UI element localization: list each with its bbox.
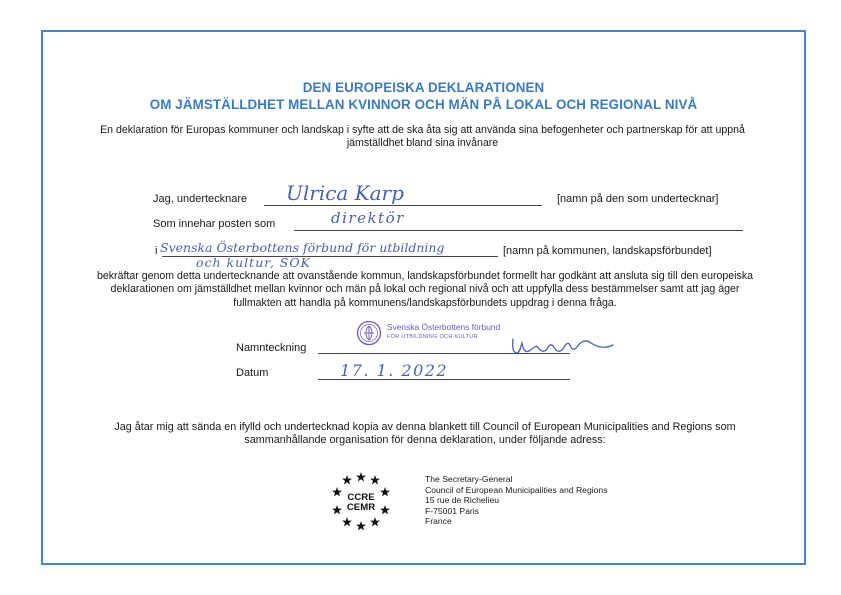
ccre-cemr-logo	[331, 471, 391, 533]
org-handwritten-line-2: och kultur, SÖK	[196, 255, 311, 270]
mailing-address	[425, 474, 608, 527]
logo-text-ccre: CCRE	[347, 492, 375, 503]
date-label: Datum	[236, 367, 269, 379]
organisation-stamp	[354, 319, 514, 347]
org-prefix: i	[155, 245, 158, 257]
date-handwritten: 17. 1. 2022	[340, 361, 449, 380]
org-handwritten-line-1: Svenska Österbottens förbund för utbildning	[160, 240, 445, 255]
signer-hint: [namn på den som undertecknar]	[557, 193, 719, 205]
signature-label: Namnteckning	[236, 342, 307, 354]
address-line: Council of European Municipalities and Regions	[425, 484, 608, 495]
address-line: 15 rue de Richelieu	[425, 495, 500, 505]
signer-handwritten: Ulrica Karp	[286, 181, 404, 205]
signer-line	[264, 205, 542, 206]
intro-text: En deklaration för Europas kommuner och landskap i syfte att de ska åta sig att använda sina befogenheter och partnerskap för att uppnå jämställdhet bland sina invånare	[100, 124, 745, 149]
position-line	[294, 230, 743, 231]
address-line: F-75001 Paris	[425, 505, 479, 516]
title-line-1: DEN EUROPEISKA DEKLARATIONEN	[302, 80, 545, 95]
confirmation-text: bekräftar genom detta undertecknande att ovanstående kommun, landskapsförbundet formellt har godkänt att ansluta sig till den europeiska deklarationen om jämställdhet mellan kvinnor och män på lokal och regional nivå och att uppfylla dess bestämmelser samt att jag äger fullmakten att handla på kommunens/landskapsförbundets uppdrag i denna fråga.	[96, 270, 754, 309]
position-label: Som innehar posten som	[153, 218, 276, 230]
stamp-name: Svenska Österbottens förbund	[387, 322, 501, 332]
org-hint: [namn på kommunen, landskapsförbundet]	[503, 245, 712, 257]
logo-text-cemr: CEMR	[346, 502, 376, 513]
position-handwritten: direktör	[331, 209, 405, 227]
address-line: The Secretary-General	[425, 474, 513, 484]
signer-label: Jag, undertecknare	[153, 193, 248, 205]
title-line-2: OM JÄMSTÄLLDHET MELLAN KVINNOR OCH MÄN PÅ LOKAL OCH REGIONAL NIVÅ	[149, 97, 698, 112]
address-line: France	[425, 516, 452, 526]
stamp-emblem-icon	[356, 320, 382, 346]
signature-handwritten	[514, 337, 532, 341]
closing-text: Jag åtar mig att sända en ifylld och undertecknad kopia av denna blankett till Council of European Municipalities and Regions som sammanhållande organisation för denna deklaration, under följande adress:	[114, 421, 736, 447]
stamp-subtitle: FÖR UTBILDNING OCH KULTUR	[387, 334, 478, 340]
